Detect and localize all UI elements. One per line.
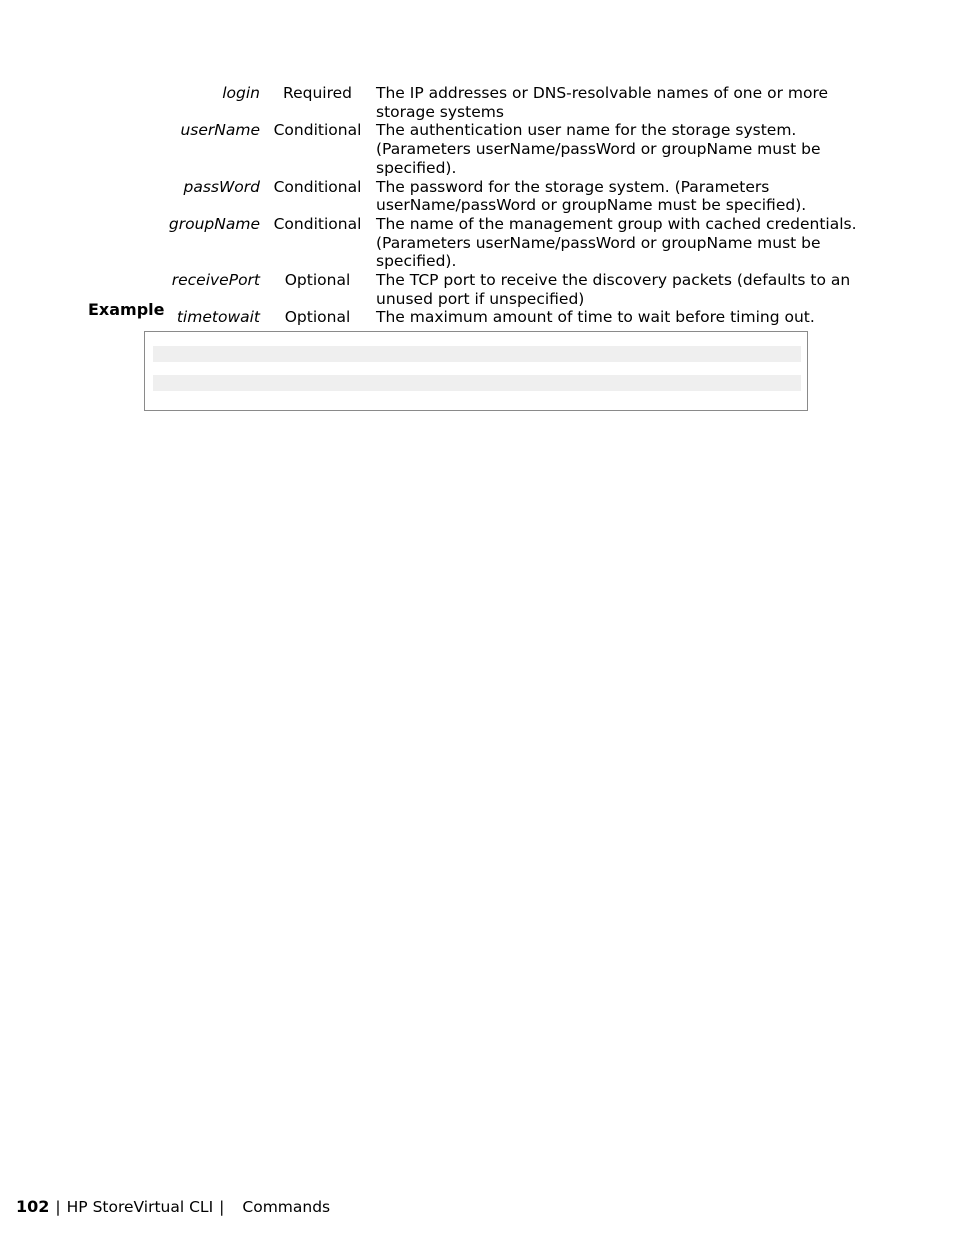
- parameter-row: [0, 215, 954, 271]
- section-name: Commands: [242, 1198, 331, 1216]
- parameter-description: The name of the management group with cached credentials. (Parameters userName/passWord or groupName must be specified).: [376, 214, 857, 271]
- doc-title: HP StoreVirtual CLI: [66, 1198, 214, 1216]
- parameters-table: [0, 84, 954, 327]
- parameter-description: The password for the storage system. (Parameters userName/passWord or groupName must be specified).: [376, 177, 807, 215]
- parameter-name: userName: [180, 121, 260, 140]
- parameter-requirement: Required: [283, 84, 352, 102]
- parameter-description: The authentication user name for the storage system. (Parameters userName/passWord or groupName must be specified).: [376, 121, 821, 177]
- footer-separator: |: [55, 1198, 61, 1216]
- parameter-name: groupName: [168, 214, 260, 233]
- parameter-row: [0, 121, 954, 177]
- parameter-requirement: Conditional: [273, 177, 362, 196]
- code-line: [153, 346, 801, 362]
- parameter-name: receivePort: [171, 271, 260, 290]
- code-line: [153, 375, 801, 391]
- parameter-requirement: Conditional: [273, 214, 362, 233]
- parameter-description: The IP addresses or DNS-resolvable names of one or more storage systems: [376, 84, 829, 121]
- example-heading: Example: [88, 300, 165, 319]
- parameter-name: passWord: [183, 177, 260, 196]
- parameter-name: login: [222, 84, 260, 102]
- parameter-requirement: Optional: [284, 308, 351, 327]
- page-footer: [16, 1197, 330, 1217]
- parameter-row: [0, 178, 954, 215]
- parameter-description: The maximum amount of time to wait before timing out.: [376, 308, 815, 327]
- parameter-description: The TCP port to receive the discovery packets (defaults to an unused port if unspecified): [376, 271, 851, 308]
- page-number: 102: [16, 1197, 50, 1216]
- footer-separator: |: [219, 1198, 225, 1216]
- parameter-row: [0, 84, 954, 121]
- parameter-name: timetowait: [176, 308, 260, 327]
- parameter-requirement: Conditional: [273, 121, 362, 140]
- parameter-requirement: Optional: [284, 271, 351, 290]
- example-code-box: [144, 331, 808, 411]
